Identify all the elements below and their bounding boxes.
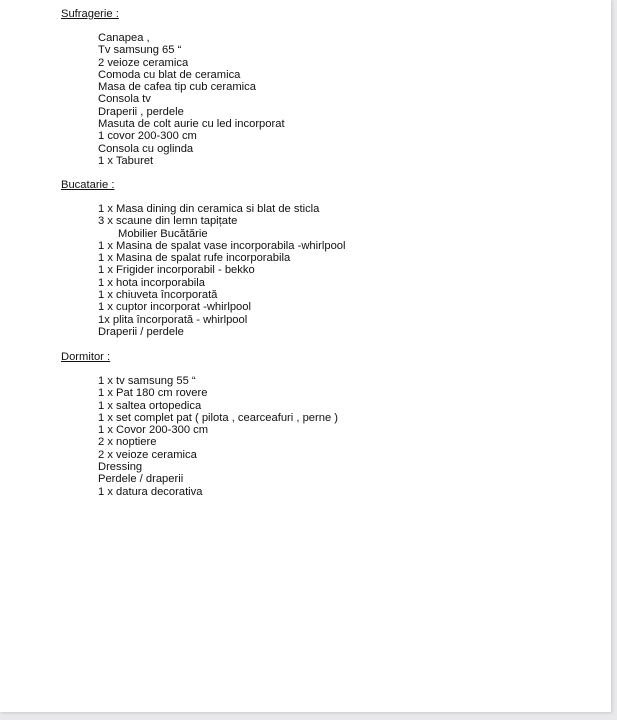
list-item: Consola cu oglinda (98, 142, 194, 155)
list-item: 1 x cuptor incorporat -whirlpool (98, 301, 251, 314)
section-heading: Dormitor : (61, 351, 111, 363)
list-item: 2 x noptiere (98, 436, 157, 449)
list-item: 1 x Taburet (98, 154, 154, 167)
list-item: Tv samsung 65 “ (98, 44, 182, 57)
list-item: Draperii / perdele (98, 325, 184, 338)
list-item: 1 x tv samsung 55 “ (98, 375, 196, 387)
list-item: 2 veioze ceramica (98, 56, 189, 69)
list-item: 1 x set complet pat ( pilota , cearceafuri , perne ) (98, 411, 339, 424)
list-item: 1 x datura decorativa (98, 485, 203, 498)
list-item: 1x plita încorporată - whirlpool (98, 313, 248, 326)
item-list (98, 375, 338, 498)
list-item: 1 x Masina de spalat rufe incorporabila (98, 252, 291, 265)
list-item: Comoda cu blat de ceramica (98, 68, 241, 81)
list-item: Mobilier Bucătărie (118, 227, 208, 240)
list-item: 1 x saltea ortopedica (98, 399, 202, 412)
list-item: 1 x hota incorporabila (98, 276, 205, 289)
list-item: 1 x Pat 180 cm rovere (98, 387, 208, 400)
list-item: Masuta de colt aurie cu led incorporat (98, 118, 285, 131)
list-item: 1 x Frigider incorporabil - bekko (98, 264, 255, 277)
list-item: Consola tv (98, 93, 151, 106)
item-list (98, 203, 346, 338)
list-item: Masa de cafea tip cub ceramica (98, 81, 256, 94)
list-item: 2 x veioze ceramica (98, 448, 197, 461)
list-item: 1 x Covor 200-300 cm (98, 424, 209, 437)
list-item: Dressing (98, 461, 143, 474)
list-item: 1 covor 200-300 cm (98, 130, 197, 143)
section-heading: Sufragerie : (61, 8, 119, 20)
list-item: 1 x Masa dining din ceramica si blat de sticla (98, 203, 320, 215)
section-heading: Bucatarie : (61, 179, 115, 191)
list-item: 1 x chiuveta încorporată (98, 289, 218, 302)
list-item: 3 x scaune din lemn tapițate (98, 215, 238, 228)
list-item: Canapea , (98, 32, 150, 44)
list-item: Perdele / draperii (98, 473, 184, 486)
item-list (98, 32, 285, 167)
list-item: 1 x Masina de spalat vase incorporabila -whirlpool (98, 239, 346, 252)
list-item: Draperii , perdele (98, 105, 184, 118)
